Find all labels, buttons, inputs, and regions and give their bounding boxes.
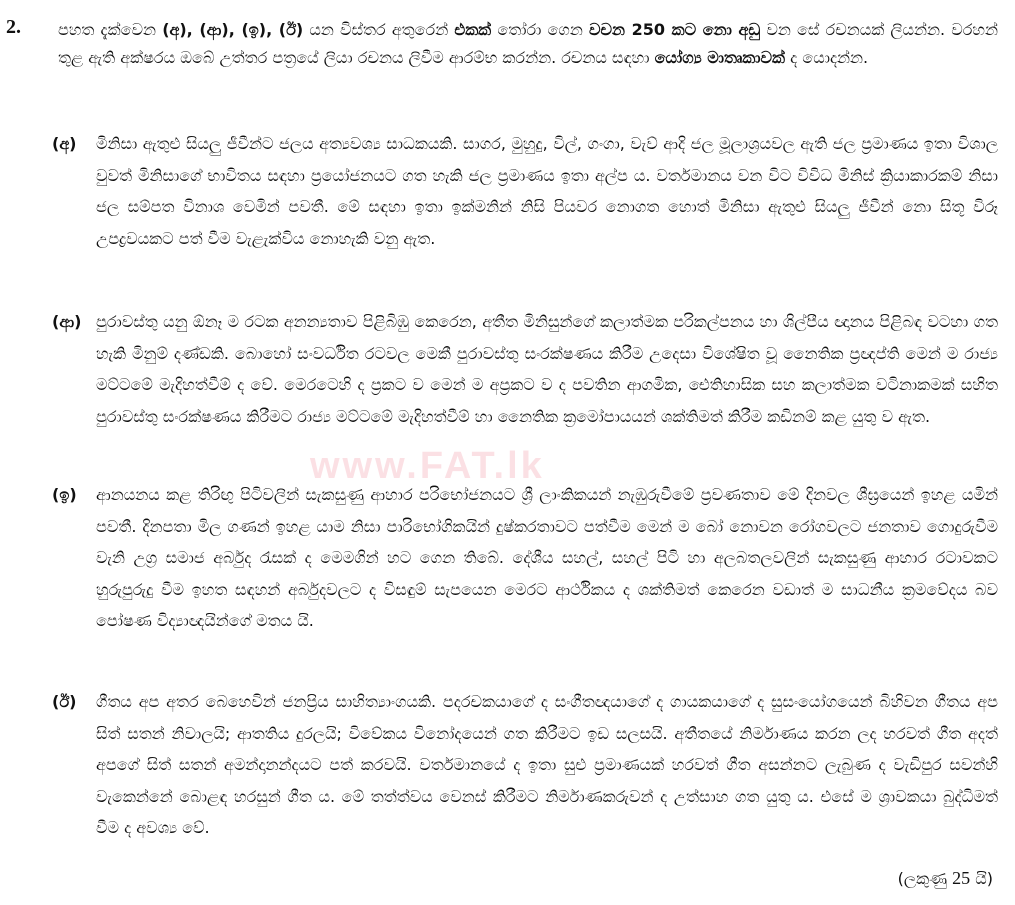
instruction-part: යන විස්තර අතුරෙන් xyxy=(303,20,455,39)
option-label: (ඉ) xyxy=(52,485,77,504)
instruction-part: වන සේ රචනයක් ලියන්න. වරහන් තුළ ඇති අක්ෂරය ඔබේ උත්තර පත්‍රයේ ලියා රචනය ලිවීම ආරම්භ කරන්න. රචනය සඳහා xyxy=(58,20,998,67)
instruction-part-bold: එකක් xyxy=(454,20,492,39)
instruction-part-bold: (අ), (ආ), (ඉ), (ඊ) xyxy=(162,20,304,39)
instruction-part: ද යොදන්න. xyxy=(785,48,869,67)
question-instructions xyxy=(58,16,998,72)
option-text: ගීතය අප අතර බෙහෙවින් ජනප්‍රිය සාහිත්‍යාංගයකි. පදරචකයාගේ ද සංගීතඥයාගේ ද ගායකයාගේ ද සුසංයෝගයෙන් බිහිවන ගීතය අප සිත් සතන් නිවාලයි; ආතතිය දුරලයි; විවේකය විනෝදයෙන් ගත කිරීමට ඉඩ සලසයි. අතීතයේ නිර්මාණය කරන ලද හරවත් ගීත අදත් අපගේ සිත් සතන් අමන්දානන්දයට පත් කරවයි. වර්තමානයේ ද ඉතා සුළු ප්‍රමාණයක් හරවත් ගීත අසන්නට ලැබුණ ද වැඩිපුර සවන්හි වැකෙන්නේ බොළඳ හරසුන් ගීත ය. මේ තත්ත්වය වෙනස් කිරීමට නිර්මාණකරුවන් ද උත්සාහ ගත යුතු ය. එසේ ම ශ්‍රාවකයා බුද්ධිමත් වීම ද අවශ්‍ය වේ. xyxy=(96,692,998,837)
question-number: 2. xyxy=(6,16,21,38)
instruction-part: පහත දැක්වෙන xyxy=(58,20,163,39)
option-text: මිනිසා ඇතුළු සියලු ජීවීන්ට ජලය අත්‍යවශ්‍ය සාධකයකි. සාගර, මුහුදු, විල්, ගංගා, වැව් ආදි ජල මූලාශ්‍රයවල ඇති ජල ප්‍රමාණය ඉතා විශාල වුවත් මිනිසාගේ භාවිතය සඳහා ප්‍රයෝජනයට ගත හැකි ජල ප්‍රමාණය ඉතා අල්ප ය. වර්තමානය වන විට විවිධ මිනිස් ක්‍රියාකාරකම් නිසා ජල සම්පත විනාශ වෙමින් පවතී. මේ සඳහා ඉතා ඉක්මනින් නිසි පියවර නොගත හොත් මිනිසා ඇතුළු සියලු ජීවීන් නො සිතූ විරූ උපද්‍රවයකට පත් වීම වැළැක්විය නොහැකි වනු ඇත. xyxy=(96,134,998,248)
instruction-part: තෝරා ගෙන xyxy=(491,20,589,39)
option-text: ආනයනය කළ තිරිඟු පිටිවලින් සැකසුණු ආහාර පරිභෝජනයට ශ්‍රී ලාංකිකයන් නැඹුරුවීමේ ප්‍රවණතාව මේ දිනවල ශීඝ්‍රයෙන් ඉහළ යමින් පවතී. දිනපතා මිල ගණන් ඉහළ යාම නිසා පාරිභෝගිකයින් දුෂ්කරතාවට පත්වීම මෙන් ම බෝ නොවන රෝගවලට ජනතාව ගොදුරුවීම වැනි උග්‍ර සමාජ අර්බුද රැසක් ද මෙමගින් හට ගෙන තිබේ. දේශීය සහල්, සහල් පිටි හා අලබතලවලින් සැකසුණු ආහාර රටාවකට හුරුපුරුදු වීම ඉහත සඳහන් අර්බුදවලට ද විසඳුම් සැපයෙන මෙරට ආර්ථිකය ද ශක්තිමත් කෙරෙන වඩාත් ම සාධනීය ක්‍රමවේදය බව පෝෂණ විද්‍යාඥයින්ගේ මතය යි. xyxy=(96,485,998,630)
option-text: පුරාවස්තු යනු ඕනෑ ම රටක අනන්‍යතාව පිළිබිඹු කෙරෙන, අතීත මිනිසුන්ගේ කලාත්මක පරිකල්පනය හා ශිල්පීය ඥානය පිළිබඳ වටහා ගත හැකි මිනුම් දණ්ඩකි. බොහෝ සංවර්ධිත රටවල මෙකී පුරාවස්තු සංරක්ෂණය කිරීම උදෙසා විශේෂිත වූ නෛතික ප්‍රඥප්ති මෙන් ම රාජ්‍ය මට්ටමේ මැදිහත්වීම් ද වේ. මෙරටෙහි ද ප්‍රකට ව මෙන් ම අප්‍රකට ව ද පවතින ආගමික, ඓතිහාසික සහ කලාත්මක වටිනාකමක් සහිත පුරාවස්තු සංරක්ෂණය කිරීමට රාජ්‍ය මට්ටමේ මැදිහත්වීම් හා නෛතික ක්‍රමෝපායයන් ශක්තිමත් කිරීම කඩිනම් කළ යුතු ව ඇත. xyxy=(96,312,998,426)
option-label: (අ) xyxy=(52,134,77,153)
watermark: www.FAT.lk xyxy=(310,445,545,487)
marks-close: යි) xyxy=(970,869,993,888)
option-label: (ඊ) xyxy=(52,692,77,711)
option-label: (ආ) xyxy=(52,312,82,331)
instruction-part-bold: යෝග්‍ය මාතෘකාවක් xyxy=(654,48,786,67)
marks-allocation xyxy=(898,868,993,889)
instruction-part-bold: වචන 250 කට නො අඩු xyxy=(589,20,761,39)
marks-value: 25 xyxy=(952,868,971,888)
marks-open: (ලකුණු xyxy=(897,869,953,888)
